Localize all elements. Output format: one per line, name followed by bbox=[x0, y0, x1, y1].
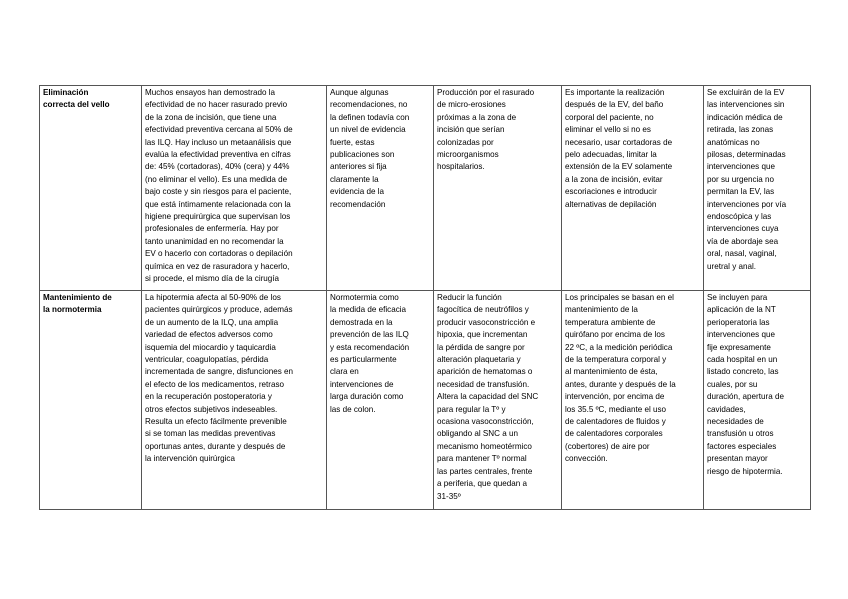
table-cell: Se excluirán de la EV las intervenciones sin indicación médica de retirada, las zonas anatómicas no pilosas, determinadas intervenciones que por su urgencia no permitan la EV, las intervenciones por vía endoscópica y las intervenciones cuya vía de abordaje sea oral, nasal, vaginal, uretral y anal. bbox=[704, 86, 811, 291]
table-cell: Reducir la función fagocítica de neutrófilos y producir vasoconstricción e hipoxia, que incrementan la pérdida de sangre por alteración plaquetaria y aparición de hematomas o necesidad de transfusión. Altera la capacidad del SNC para regular la Tº y ocasiona vasoconstricción, obligando al SNC a un mecanismo homeotérmico para mantener Tº normal las partes centrales, frente a periferia, que quedan a 31-35º bbox=[434, 291, 562, 510]
table-cell: Muchos ensayos han demostrado la efectividad de no hacer rasurado previo de la zona de incisión, que tiene una efectividad preventiva cercana al 50% de las ILQ. Hay incluso un metaanálisis que evalúa la efectividad preventiva en cifras de: 45% (cortadoras), 40% (cera) y 44% (no eliminar el vello). Es una medida de bajo coste y sin riesgos para el paciente, que está íntimamente relacionada con la higiene prequirúrgica que supervisan los profesionales de enfermería. Hay por tanto unanimidad en no recomendar la EV o hacerlo con cortadoras o depilación química en vez de rasuradora y hacerlo, si procede, el mismo día de la cirugía bbox=[142, 86, 327, 291]
table-cell: Es importante la realización después de la EV, del baño corporal del paciente, no eliminar el vello si no es necesario, usar cortadoras de pelo adecuadas, limitar la extensión de la EV solamente a la zona de incisión, evitar escoriaciones e introducir alternativas de depilación bbox=[562, 86, 704, 291]
table-cell: Producción por el rasurado de micro-erosiones próximas a la zona de incisión que serían colonizadas por microorganismos hospitalarios. bbox=[434, 86, 562, 291]
table-cell: La hipotermia afecta al 50-90% de los pacientes quirúrgicos y produce, además de un aumento de la ILQ, una amplia variedad de efectos adversos como isquemia del miocardio y taquicardia ventricular, coagulopatías, pérdida incrementada de sangre, disfunciones en el efecto de los medicamentos, retraso en la recuperación postoperatoria y otros efectos subjetivos indeseables. Resulta un efecto fácilmente prevenible si se toman las medidas preventivas oportunas antes, durante y después de la intervención quirúrgica bbox=[142, 291, 327, 510]
table-row bbox=[40, 291, 811, 510]
row-heading: Mantenimiento de la normotermia bbox=[40, 291, 142, 510]
table-row bbox=[40, 86, 811, 291]
table-cell: Se incluyen para aplicación de la NT perioperatoria las intervenciones que fije expresamente cada hospital en un listado concreto, las cuales, por su duración, apertura de cavidades, necesidades de transfusión u otros factores especiales presentan mayor riesgo de hipotermia. bbox=[704, 291, 811, 510]
table-cell: Normotermia como la medida de eficacia demostrada en la prevención de las ILQ y esta recomendación es particularmente clara en intervenciones de larga duración como las de colon. bbox=[327, 291, 434, 510]
table-cell: Aunque algunas recomendaciones, no la definen todavía con un nivel de evidencia fuerte, estas publicaciones son anteriores si fija claramente la evidencia de la recomendación bbox=[327, 86, 434, 291]
row-heading: Eliminación correcta del vello bbox=[40, 86, 142, 291]
evidence-table bbox=[39, 85, 811, 510]
table-cell: Los principales se basan en el mantenimiento de la temperatura ambiente de quirófano por encima de los 22 ºC, a la medición periódica de la temperatura corporal y al mantenimiento de ésta, antes, durante y después de la intervención, por encima de los 35.5 ºC, mediante el uso de calentadores de fluidos y de calentadores corporales (cobertores) de aire por convección. bbox=[562, 291, 704, 510]
